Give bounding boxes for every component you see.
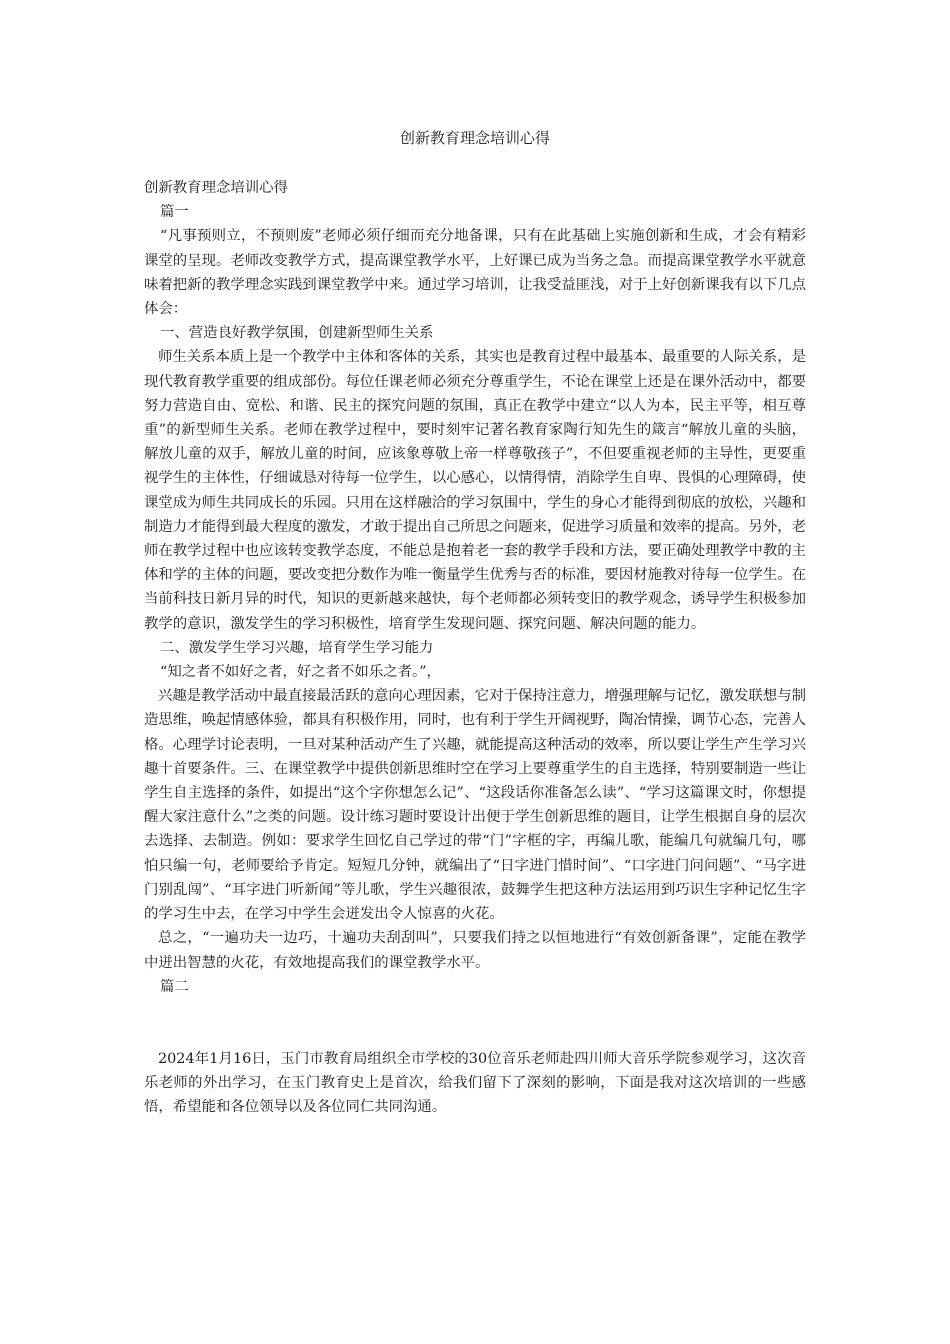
part-two-label: 篇二 bbox=[160, 978, 189, 995]
blank-gap bbox=[144, 999, 806, 1047]
intro-paragraph: “凡事预则立，不预则废”老师必须仔细而充分地备课，只有在此基础上实施创新和生成，才会有精彩课堂的呈现。老师改变教学方式，提高课堂教学水平，上好课已成为当务之急。而提高课堂教学水平就意味着把新的教学理念实践到课堂教学中来。通过学习培训，让我受益匪浅，对于上好创新课我有以下几点体会： bbox=[144, 228, 806, 318]
conclusion-paragraph: 总之，“一遍功夫一边巧，十遍功夫刮刮叫”，只要我们持之以恒地进行“有效创新备课”，定能在教学中迸出智慧的火花，有效地提高我们的课堂教学水平。 bbox=[144, 930, 806, 971]
paragraph-music-training: 2024年1月16日，玉门市教育局组织全市学校的30位音乐老师赴四川师大音乐学院参观学习，这次音乐老师的外出学习，在玉门教育史上是首次，给我们留下了深刻的影响，下面是我对这次培训的一些感悟，希望能和各位领导以及各位同仁共同沟通。 bbox=[144, 1050, 806, 1116]
quote-line: “知之者不如好之者，好之者不如乐之者。”， bbox=[160, 664, 441, 681]
document-body bbox=[144, 176, 806, 1120]
page-title: 创新教育理念培训心得 bbox=[399, 129, 550, 147]
part-one-label: 篇一 bbox=[160, 204, 189, 221]
section-heading-two: 二、激发学生学习兴趣，培育学生学习能力 bbox=[160, 639, 434, 656]
body-subtitle: 创新教育理念培训心得 bbox=[144, 180, 288, 196]
paragraph-interest: 兴趣是教学活动中最直接最活跃的意向心理因素，它对于保持注意力，增强理解与记忆，激发联想与制造思维，唤起情感体验，都具有积极作用，同时，也有利于学生开阔视野，陶冶情操，调节心态，完善人格。心理学讨论表明，一旦对某种活动产生了兴趣，就能提高这种活动的效率，所以要让学生产生学习兴趣十首要条件。三、在课堂教学中提供创新思维时空在学习上要尊重学生的自主选择，特别要制造一些让学生自主选择的条件，如提出“这个字你想怎么记”、“这段话你准备怎么读”、“学习这篇课文时，你想提醒大家注意什么”之类的问题。设计练习题时要设计出便于学生创新思维的题目，让学生根据自身的层次去选择、去制造。例如：要求学生回忆自己学过的带“门”字框的字，再编儿歌，能编几句就编几句，哪怕只编一句，老师要给予肯定。短短几分钟，就编出了“日字进门惜时间”、“口字进门问问题”、“马字进门别乱闯”、“耳字进门听新闻”等儿歌，学生兴趣很浓，鼓舞学生把这种方法运用到巧识生字种记忆生字的学习生中去，在学习中学生会迸发出令人惊喜的火花。 bbox=[144, 688, 806, 923]
section-heading-one: 一、营造良好教学氛围，创建新型师生关系 bbox=[160, 325, 434, 342]
paragraph-teacher-student: 师生关系本质上是一个教学中主体和客体的关系，其实也是教育过程中最基本、最重要的人际关系，是现代教育教学重要的组成部份。每位任课老师必须充分尊重学生，不论在课堂上还是在课外活动中，都要努力营造自由、宽松、和谐、民主的探究问题的氛围，真正在教学中建立“以人为本，民主平等，相互尊重”的新型师生关系。老师在教学过程中，要时刻牢记著名教育家陶行知先生的箴言“解放儿童的头脑，解放儿童的双手，解放儿童的时间，应该象尊敬上帝一样尊敬孩子”，不但要重视老师的主导性，更要重视学生的主体性，仔细诚恳对待每一位学生，以心感心，以情得情，消除学生自卑、畏惧的心理障碍，使课堂成为师生共同成长的乐园。只用在这样融洽的学习氛围中，学生的身心才能得到彻底的放松，兴趣和制造力才能得到最大程度的激发，才敢于提出自己所思之问题来，促进学习质量和效率的提高。另外，老师在教学过程中也应该转变教学态度，不能总是抱着老一套的教学手段和方法，要正确处理教学中教的主体和学的主体的问题，要改变把分数作为唯一衡量学生优秀与否的标准，要因材施教对待每一位学生。在当前科技日新月异的时代，知识的更新越来越快，每个老师都必须转变旧的教学观念，诱导学生积极参加教学的意识，激发学生的学习积极性，培育学生发现问题、探究问题、解决问题的能力。 bbox=[144, 349, 806, 632]
